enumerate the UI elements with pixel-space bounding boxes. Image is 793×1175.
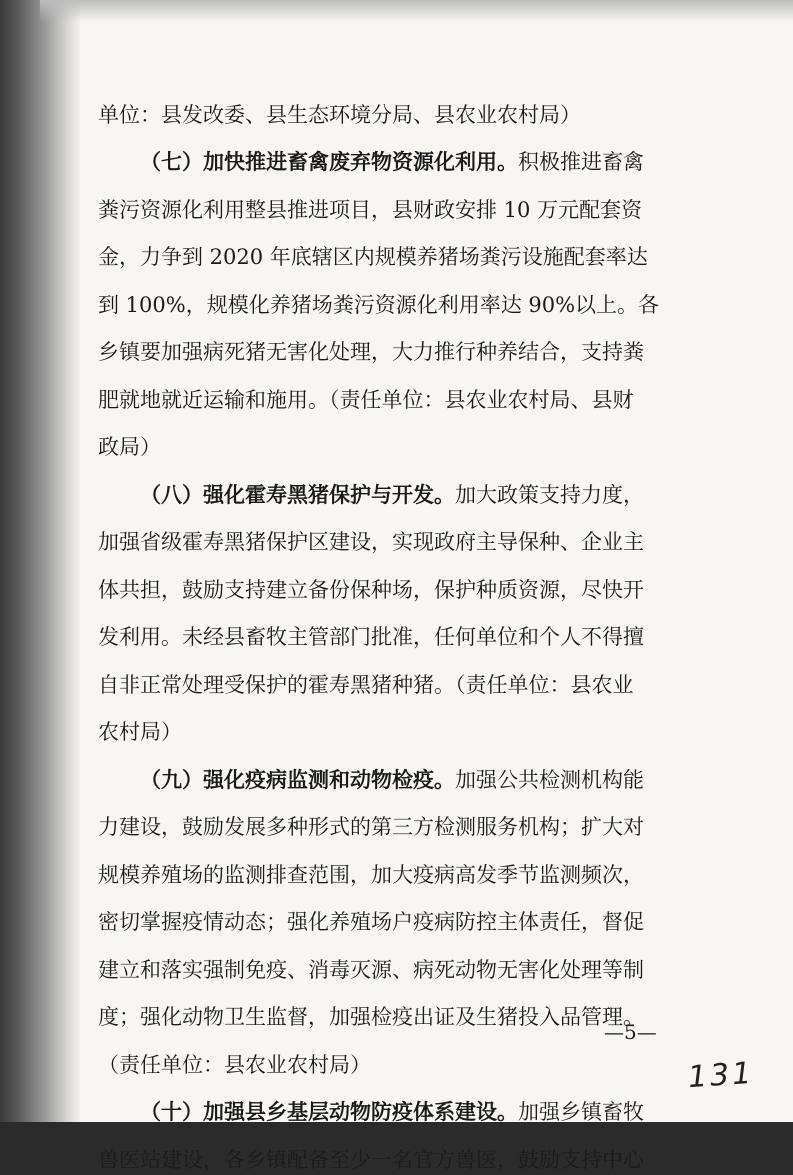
text-line bbox=[98, 432, 688, 462]
section-heading: （十）加强县乡基层动物防疫体系建设。 bbox=[140, 1099, 518, 1124]
text-line bbox=[98, 385, 688, 415]
text-line bbox=[98, 242, 688, 272]
line-text: 乡镇要加强病死猪无害化处理，大力推行种养结合，支持粪 bbox=[98, 340, 644, 364]
line-text: （责任单位：县农业农村局） bbox=[98, 1053, 371, 1077]
section-heading: （九）强化疫病监测和动物检疫。 bbox=[140, 767, 455, 792]
binding-shadow bbox=[0, 0, 80, 1122]
line-text: 农村局） bbox=[98, 720, 182, 744]
text-line bbox=[98, 717, 688, 747]
line-text: 单位：县发改委、县生态环境分局、县农业农村局） bbox=[98, 103, 581, 127]
text-line bbox=[140, 147, 730, 177]
line-text: 政局） bbox=[98, 435, 161, 459]
line-text: 粪污资源化利用整县推进项目，县财政安排 10 万元配套资 bbox=[98, 198, 643, 222]
line-text: 力建设，鼓励发展多种形式的第三方检测服务机构；扩大对 bbox=[98, 815, 644, 839]
text-line bbox=[98, 1050, 688, 1080]
line-text: 积极推进畜禽 bbox=[518, 150, 644, 174]
text-line bbox=[98, 1145, 688, 1175]
line-text: 肥就地就近运输和施用。（责任单位：县农业农村局、县财 bbox=[98, 388, 634, 412]
line-text: 到 100%，规模化养猪场粪污资源化利用率达 90%以上。各 bbox=[98, 293, 660, 317]
handwritten-page-number: 131 bbox=[686, 1055, 756, 1096]
text-line bbox=[140, 480, 730, 510]
line-text: 加强乡镇畜牧 bbox=[518, 1100, 644, 1124]
line-text: 规模养殖场的监测排查范围，加大疫病高发季节监测频次， bbox=[98, 863, 644, 887]
line-text: 加强公共检测机构能 bbox=[455, 768, 644, 792]
text-line bbox=[98, 575, 688, 605]
text-line bbox=[140, 765, 730, 795]
text-line bbox=[98, 955, 688, 985]
text-line bbox=[98, 907, 688, 937]
page-number: —5— bbox=[604, 1020, 657, 1044]
text-line bbox=[140, 1097, 730, 1127]
text-line bbox=[98, 195, 688, 225]
text-line bbox=[98, 290, 688, 320]
text-line bbox=[98, 527, 688, 557]
line-text: 发利用。未经县畜牧主管部门批准，任何单位和个人不得擅 bbox=[98, 625, 644, 649]
line-text: 加大政策支持力度， bbox=[455, 483, 644, 507]
line-text: 金，力争到 2020 年底辖区内规模养猪场粪污设施配套率达 bbox=[98, 245, 648, 269]
text-line bbox=[98, 100, 688, 130]
line-text: 兽医站建设，各乡镇配备至少一名官方兽医，鼓励支持中心 bbox=[98, 1148, 644, 1172]
text-line bbox=[98, 622, 688, 652]
line-text: 自非正常处理受保护的霍寿黑猪种猪。（责任单位：县农业 bbox=[98, 673, 634, 697]
text-line bbox=[98, 670, 688, 700]
line-text: 加强省级霍寿黑猪保护区建设，实现政府主导保种、企业主 bbox=[98, 530, 644, 554]
line-text: 密切掌握疫情动态；强化养殖场户疫病防控主体责任，督促 bbox=[98, 910, 644, 934]
line-text: 建立和落实强制免疫、消毒灭源、病死动物无害化处理等制 bbox=[98, 958, 644, 982]
line-text: 体共担，鼓励支持建立备份保种场，保护种质资源，尽快开 bbox=[98, 578, 644, 602]
text-line bbox=[98, 812, 688, 842]
section-heading: （八）强化霍寿黑猪保护与开发。 bbox=[140, 482, 455, 507]
line-text: 度；强化动物卫生监督，加强检疫出证及生猪投入品管理。 bbox=[98, 1005, 644, 1029]
section-heading: （七）加快推进畜禽废弃物资源化利用。 bbox=[140, 149, 518, 174]
text-line bbox=[98, 860, 688, 890]
text-line bbox=[98, 1002, 688, 1032]
top-edge-shadow bbox=[40, 0, 793, 22]
text-line bbox=[98, 337, 688, 367]
